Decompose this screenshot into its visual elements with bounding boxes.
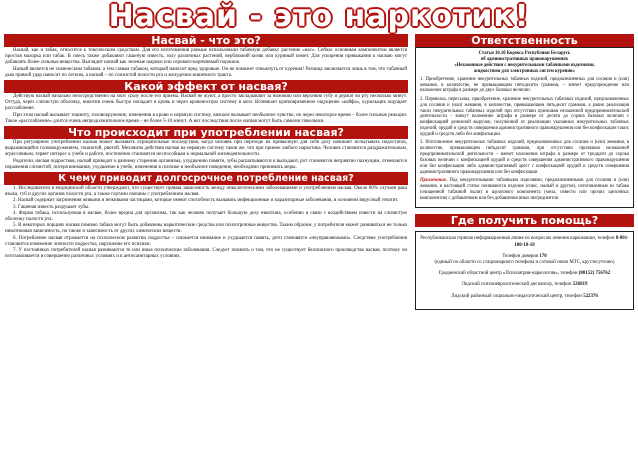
help-box	[415, 231, 634, 309]
help-entry-text: Лидский психоневрологический диспансер, телефон	[461, 282, 572, 288]
help-entry-phone: 8-801-100-18-18	[514, 236, 629, 248]
left-column	[4, 34, 408, 261]
section-heading-consequences: Что происходит при употреблении насвая?	[4, 126, 408, 139]
list-item: 3. Гашеная известь разрушает зубы.	[13, 204, 90, 210]
paragraph: Действую насвай начально непосредственно на мозг сразу после его приема. Насвай не жуют, а просто закладывают за нижнюю или верхнюю губу и держат во рту несколько минут. Оттуда, через слизистую оболочку, никотин очень быстро попадает в кровь и через кровеносную систему в мозг. Возникает кратковременное ощущение «кайфа», курильщик ощущает расслабление.	[5, 94, 407, 112]
section-heading-effect: Какой эффект от насвая?	[4, 80, 408, 93]
law-item: 3. Изготовление некурительных табачных изделий, предназначенных для сосания и (или) жевания, в количестве, превышающем пятьдесят граммов, при отсутствии признаков незаконной предпринимательской деятельности – влечет наложение штрафа в размере от тридцати до сорока базовых величин с конфискацией орудий и средств совершения административного правонарушения или без конфискации либо административный арест с конфискацией орудий и средств совершения административного правонарушения или без конфискации.	[420, 140, 629, 175]
list-item: 6. Потребление насвая отражается на психическом развитии подростка – снижается внимание и ухудшается память, дети становятся «неуправляемыми». Следствие употребления становится изменение личности подростка, нарушение его психики.	[5, 235, 407, 247]
paragraph: При этом насвай вызывает тошноту, головокружение, изменения в крови и нервную систему, вначале вызывает необычное чувство, но через некоторое время – более сильные реакции. Такое «расслабление» длится очень непродолжительное время – не более 5-10 минут. А вот последствия после насвая могут быть самыми тяжелыми.	[5, 112, 407, 124]
article-line: жидкостями для электронных систем курения»	[474, 68, 575, 74]
help-entry-text: Телефон доверия	[502, 253, 539, 259]
help-entry	[420, 294, 629, 300]
help-entry-text: Республиканская горячая информационная линия по вопросам лечения наркомании, телефон	[420, 236, 615, 242]
help-entry-text: Лидский районный социально-педагогический центр, телефон	[451, 293, 582, 299]
section-body-long-term	[5, 186, 407, 260]
list-item: 7. У постоянных потребителей насвая развиваются те или иные психические заболевания. Следует помнить о том, что не существует безопасного производства насвая, поэтому он изготавливается в совершенно различных условиях и в антисанитарных условиях.	[5, 248, 407, 260]
section-heading-responsibility: Ответственность	[415, 34, 634, 47]
help-entry	[420, 271, 629, 277]
help-entry	[420, 282, 629, 288]
paragraph: Родители, насвая подростков, насвай приводит к раннему старению организма, ухудшению памяти, зубы расшатываются и выпадают, рот становится неприятно пахнущим, отмечаются поражения слизистой, потеря внимания, ухудшение в учебе, изменения в психике и необычное поведение, необходимо принимать меры.	[5, 158, 407, 170]
law-note	[420, 178, 629, 202]
help-entry-phone: 170	[539, 253, 547, 259]
paragraph: При регулярном употреблении насвая может вызывать отрицательные последствия, когда человек при переходе на привычную для себя дозу начинает испытывать недостаток, выражающийся головокружением, тошнотой, рвотой. Механизм действия насвая на нервную систему таков же, что при приеме любого наркотика. Человек становится раздражительным, агрессивным, теряет интерес к учебе и работе, постепенно становится неспособным к нормальной жизнедеятельности.	[5, 140, 407, 158]
page-title: Насвай - это наркотик!	[108, 0, 530, 34]
section-body-what-is	[5, 48, 407, 79]
help-entry-phone: 522376	[583, 293, 598, 299]
section-heading-help: Где получить помощь?	[415, 214, 634, 227]
paragraph: Насвай является не химическим табаком, а тем самым табаком, который наносит вред здоровью. Он не поможет отвыкнуть от курения! Разница заключается лишь в том, что табачный дым прямой удар наносит по легким, а насвай – по слизистой полости рта и желудочно-кишечного тракта.	[5, 66, 407, 78]
list-item: 5. В некоторых порциях насвая помимо табака могут быть добавлены наркотические средства или психотропные вещества. Таким образом, у потребителя может развиваться не только никотиновая зависимость, но также и зависимость от других химических веществ.	[5, 223, 407, 235]
help-entry-phone: 526819	[572, 282, 588, 288]
help-entry-phone: (80152) 756762	[578, 271, 611, 277]
article-line: «Незаконные действия с некурительными табачными изделиями,	[454, 62, 595, 68]
help-entry	[420, 236, 629, 248]
law-item: 1. Приобретение, хранение некурительных табачных изделий, предназначенных для сосания и (или) жевания, в количестве, не превышающем пятидесяти граммов, – влечет предупреждение или наложение штрафа в размере до двух базовых величин.	[420, 76, 629, 94]
responsibility-box	[415, 47, 634, 208]
list-item: 4. Форма табака, используемая в насвае, более вредна для организма, так как человек получает большую дозу никотина, особенно в связи с воздействием извести на слизистую оболочку полости рта.	[5, 210, 407, 223]
right-column	[415, 34, 634, 310]
list-item: 1. Исследователи в медицинской области утверждают, что существует прямая зависимость между онкологическими заболеваниями и употреблением насвая. Около 80% случаев рака языка, губ и других органов полости рта, а также гортани связаны с употреблением насвая.	[5, 186, 407, 198]
article-line: об административных правонарушениях	[480, 56, 569, 62]
note-label: Примечание.	[420, 178, 448, 184]
article-line: Статья 16.10 Кодекса Республики Беларусь	[478, 51, 571, 56]
help-entry-text: Гродненский областной центр «Психиатрия-наркология», телефон	[438, 271, 578, 277]
section-heading-long-term: К чему приводит долгосрочное потребление насвая?	[4, 172, 408, 185]
help-entry-extra: (единый по области со стационарного телефона и сотовой связи МТС, круглосуточно)	[434, 259, 615, 265]
paragraph: Насвай, как и табак, относится к токсическим средствам. Для его изготовления раньше использовали табачную добавку растение «нас». Сейчас основным компонентом является простая махорка или табак. В смесь также добавляют гашеную известь, золу различных растений, верблюжий кизяк или куриный помет. Для ускорения привыкания к насваю могут добавлять более сильные вещества. Выглядит насвай как зеленые шарики или серовато-коричневый порошок.	[5, 48, 407, 66]
article-title	[420, 51, 629, 75]
help-entry	[420, 254, 629, 266]
section-heading-what-is: Насвай - что это?	[4, 34, 408, 47]
section-body-effect	[5, 94, 407, 125]
section-body-consequences	[5, 140, 407, 171]
note-text: Под некурительными табачными изделиями, предназначенными для сосания и (или) жевания, в настоящей статье понимаются изделия (снюс, насвай и другие), изготовленные из табака (очищенной табачной пыли) и щелочного компонента (мела, извести или прочих щелочных компонентов) с добавлением или без добавления иных ингредиентов.	[420, 178, 629, 202]
law-item: 2. Перевозка, пересылка, приобретение, хранение некурительных табачных изделий, предназначенных для сосания и (или) жевания, в количестве, превышающем пятьдесят граммов, а равно реализация таких некурительных табачных изделий при отсутствии признаков незаконной предпринимательской деятельности – влекут наложение штрафа в размере от десяти до сорока базовых величин с конфискацией денежной выручки, полученной от реализации указанных некурительных табачных изделий, орудий и средств совершения административного правонарушения или без конфискации таких орудий и средств либо без конфискации.	[420, 96, 629, 138]
list-item: 2. Насвай содержит загрязнения живыми и неживыми частицами, которые имеют способность вызывать инфекционные и паразитарные заболевания, в основном вирусный гепатит.	[13, 198, 399, 204]
